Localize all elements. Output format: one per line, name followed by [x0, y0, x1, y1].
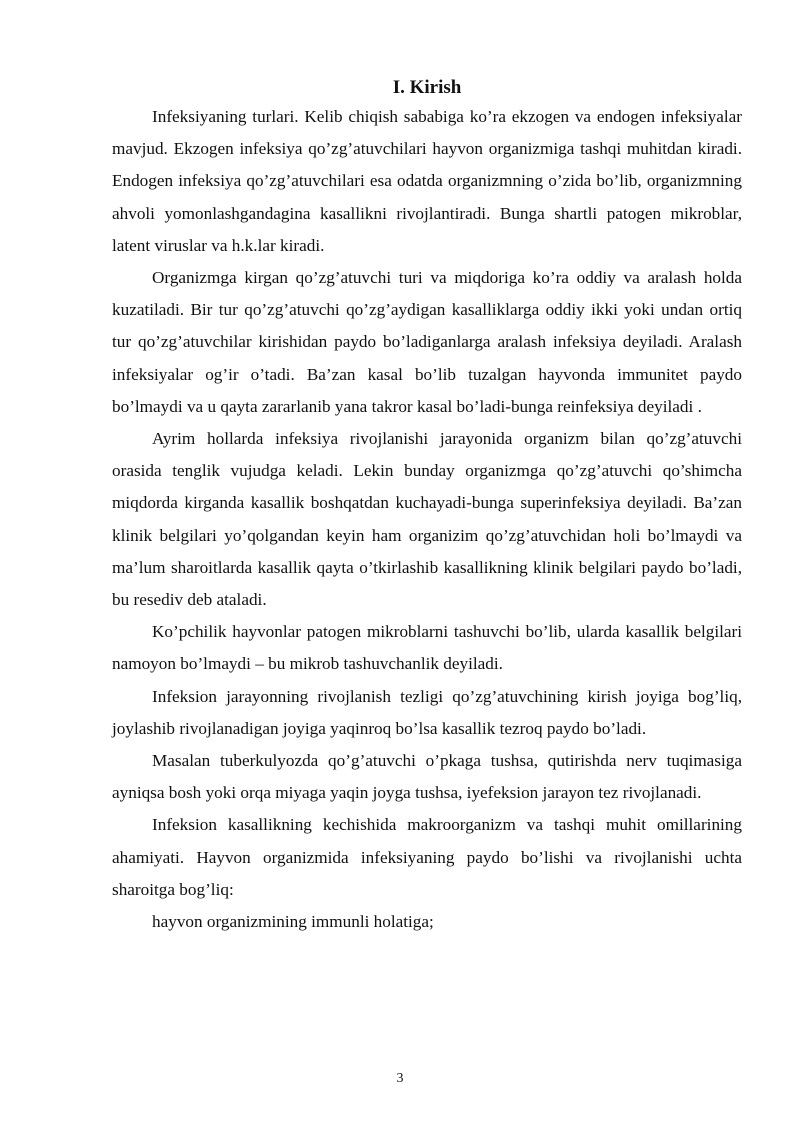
paragraph-example: Masalan tuberkulyozda qo’g’atuvchi o’pkaga tushsa, qutirishda nerv tuqimasiga ayniqsa bosh yoki orqa miyaga yaqin joyga tushsa, iyefeksion jarayon tez rivojlanadi. — [112, 751, 742, 803]
section-heading: I. Kirish — [392, 77, 462, 98]
paragraph-carriers: Ko’pchilik hayvonlar patogen mikroblarni tashuvchi bo’lib, ularda kasallik belgilari namoyon bo’lmaydi – bu mikrob tashuvchanlik deyiladi. — [112, 622, 742, 674]
paragraph-immune-state: hayvon organizmining immunli holatiga; — [152, 912, 434, 932]
paragraph-infection-types: Infeksiyaning turlari. Kelib chiqish sababiga ko’ra ekzogen va endogen infeksiyalar mavjud. Ekzogen infeksiya qo’zg’atuvchilari hayvon organizmiga tashqi muhitdan kiradi. Endogen infeksiya qo’zg’atuvchilari esa odatda organizmning o’zida bo’lib, organizmning ahvoli yomonlashgandagina kasallikni rivojlantiradi. Bunga shartli patogen mikroblar, latent viruslar va h.k.lar kiradi. — [112, 107, 742, 255]
paragraph-simple-mixed: Organizmga kirgan qo’zg’atuvchi turi va miqdoriga ko’ra oddiy va aralash holda kuzatiladi. Bir tur qo’zg’atuvchi qo’zg’aydigan kasalliklarga oddiy ikki yoki undan ortiq tur qo’zg’atuvchilar kirishidan paydo bo’ladiganlarga aralash infeksiya deyiladi. Aralash infeksiyalar og’ir o’tadi. Ba’zan kasal bo’lib tuzalgan hayvonda immunitet paydo bo’lmaydi va u qayta zararlanib yana takror kasal bo’ladi-bunga reinfeksiya deyiladi . — [112, 268, 742, 416]
document-page — [112, 76, 742, 938]
paragraph-development-speed: Infeksion jarayonning rivojlanish tezligi qo’zg’atuvchining kirish joyiga bog’liq, joylashib rivojlanadigan joyiga yaqinroq bo’lsa kasallik tezroq paydo bo’ladi. — [112, 686, 742, 738]
page-number: 3 — [396, 1071, 404, 1086]
paragraph-superinfection: Ayrim hollarda infeksiya rivojlanishi jarayonida organizm bilan qo’zg’atuvchi orasida tenglik vujudga keladi. Lekin bunday organizmga qo’zg’atuvchi qo’shimcha miqdorda kirganda kasallik boshqatdan kuchayadi-bunga superinfeksiya deyiladi. Ba’zan klinik belgilari yo’qolgandan keyin ham organizim qo’zg’atuvchidan holi bo’lmaydi va ma’lum sharoitlarda kasallik qayta o’tkirlashib kasallikning klinik belgilari paydo bo’ladi, bu resediv deb ataladi. — [112, 429, 742, 610]
paragraph-factors: Infeksion kasallikning kechishida makroorganizm va tashqi muhit omillarining ahamiyati. Hayvon organizmida infeksiyaning paydo bo’lishi va rivojlanishi uchta sharoitga bog’liq: — [112, 815, 742, 899]
